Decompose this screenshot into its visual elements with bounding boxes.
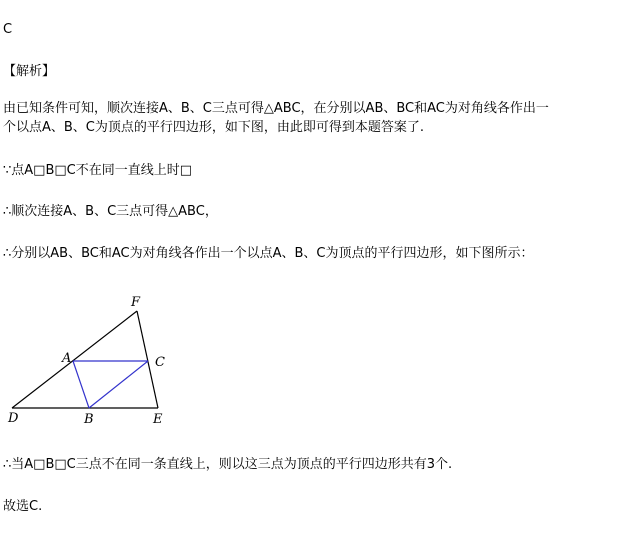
label-A: A [62, 351, 72, 366]
label-B: B [84, 412, 94, 427]
label-C: C [155, 355, 165, 370]
because-line: ∵点A□B□C不在同一直线上时□ [3, 163, 193, 178]
final-line: 故选C. [3, 499, 43, 514]
analysis-heading: 【解析】 [3, 64, 56, 79]
paragraph1-line1: 由已知条件可知，顺次连接A、B、C三点可得△ABC，在分别以AB、BC和AC为对角线各作出一 [3, 101, 549, 116]
segment-DF [12, 311, 137, 408]
label-F: F [131, 295, 141, 310]
parallelogram-figure [0, 290, 190, 430]
label-D: D [8, 411, 19, 426]
answer-text: C [3, 22, 13, 37]
segment-AB [73, 361, 89, 408]
label-E: E [153, 412, 163, 427]
inner-parallelograms [73, 361, 148, 408]
segment-BC [89, 361, 148, 408]
therefore-line1: ∴顺次连接A、B、C三点可得△ABC， [3, 204, 218, 219]
conclusion-line: ∴当A□B□C三点不在同一条直线上，则以这三点为顶点的平行四边形共有3个. [3, 457, 453, 472]
outer-triangle [12, 311, 158, 408]
paragraph1-line2: 个以点A、B、C为顶点的平行四边形，如下图，由此即可得到本题答案了. [3, 120, 425, 135]
therefore-line2: ∴分别以AB、BC和AC为对角线各作出一个以点A、B、C为顶点的平行四边形，如下图所示： [3, 246, 534, 261]
